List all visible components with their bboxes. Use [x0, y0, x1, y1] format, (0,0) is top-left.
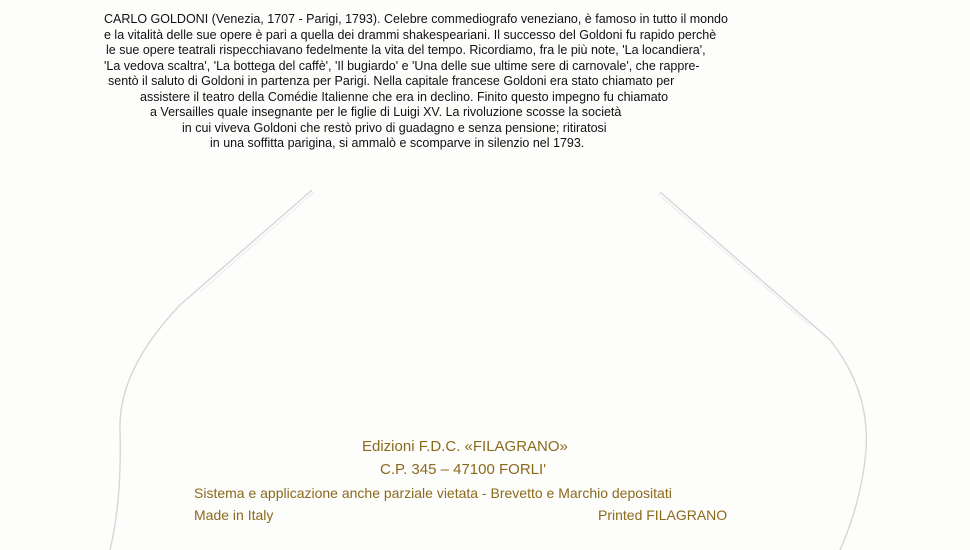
- publisher-name: Edizioni F.D.C. «FILAGRANO»: [362, 438, 568, 455]
- biography-line: sentò il saluto di Goldoni in partenza per Parigi. Nella capitale francese Goldoni era stato chiamato per: [108, 74, 675, 88]
- right-flap-crease: [660, 192, 866, 550]
- printed-by-label: Printed FILAGRANO: [598, 507, 728, 523]
- publisher-rights-notice: Sistema e applicazione anche parziale vietata - Brevetto e Marchio depositati: [194, 485, 672, 501]
- biography-line: e la vitalità delle sue opere è pari a quella dei drammi shakespeariani. Il successo del Goldoni fu rapido perchè: [104, 27, 717, 42]
- biography-line: 'La vedova scaltra', 'La bottega del caffè', 'Il bugiardo' e 'Una delle sue ultime sere di carnovale', che rappre-: [104, 58, 700, 73]
- publisher-address: C.P. 345 – 47100 FORLI': [380, 461, 547, 478]
- made-in-italy-label: Made in Italy: [194, 507, 274, 523]
- biography-line: in una soffitta parigina, si ammalò e scomparve in silenzio nel 1793.: [210, 136, 585, 150]
- biography-line: a Versailles quale insegnante per le figlie di Luigi XV. La rivoluzione scosse la società: [150, 105, 622, 119]
- biography-line: in cui viveva Goldoni che restò privo di guadagno e senza pensione; ritiratosi: [182, 120, 607, 135]
- biography-text: [96, 12, 866, 152]
- biography-line: assistere il teatro della Comédie Italienne che era in declino. Finito questo impegno fu chiamato: [140, 89, 669, 104]
- left-crease-shadow: [200, 192, 314, 292]
- biography-line: CARLO GOLDONI (Venezia, 1707 - Parigi, 1793). Celebre commediografo veneziano, è famoso in tutto il mondo: [104, 12, 728, 26]
- biography-line: le sue opere teatrali rispecchiavano fedelmente la vita del tempo. Ricordiamo, fra le più note, 'La locandiera',: [106, 43, 706, 57]
- right-crease-shadow: [658, 194, 810, 326]
